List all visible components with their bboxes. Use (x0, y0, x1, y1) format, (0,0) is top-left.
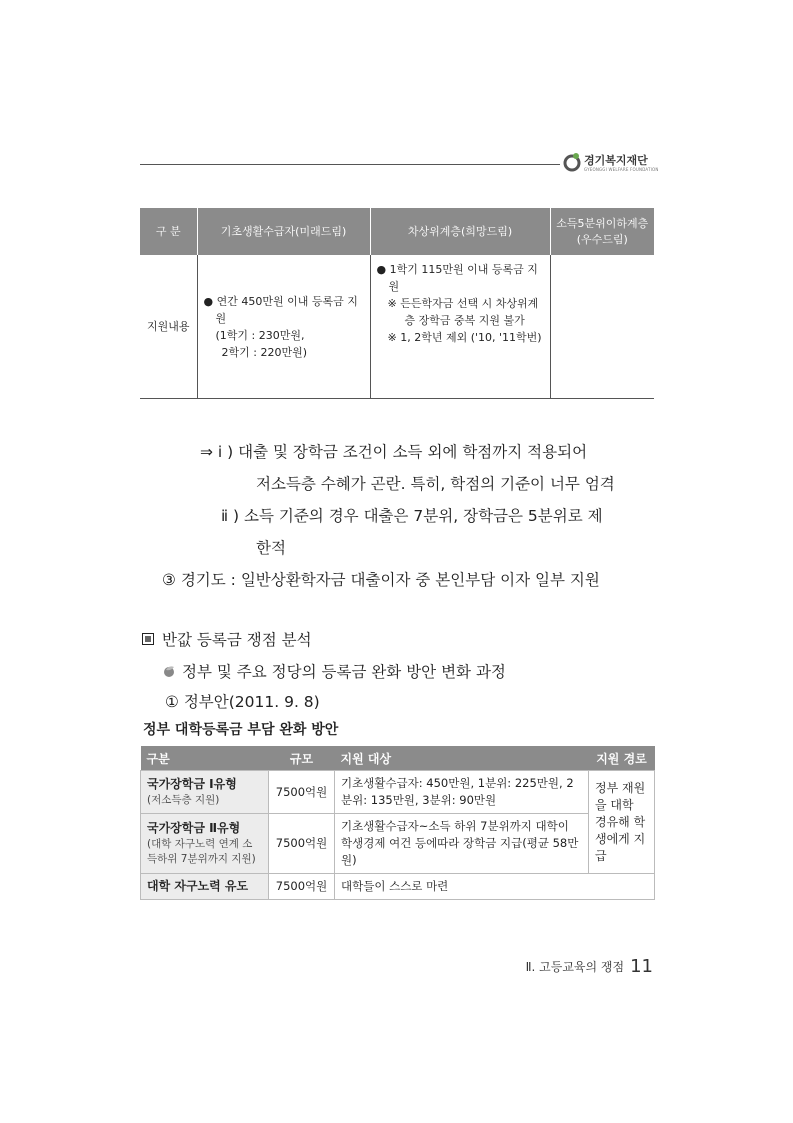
table-row (141, 874, 655, 900)
support-table (140, 208, 654, 399)
row-type-label: 국가장학금 Ⅰ유형 (147, 777, 237, 791)
header-type: 구분 (141, 746, 269, 771)
header-income-5th-text: 소득5분위이하계층 (우수드림) (556, 216, 649, 246)
header-path: 지원 경로 (589, 746, 655, 771)
para-3: ③ 경기도 : 일반상환학자금 대출이자 중 본인부담 이자 일부 지원 (162, 571, 600, 589)
header-near-poverty: 차상위계층(희망드림) (370, 208, 550, 255)
near-line1-text: 1학기 115만원 이내 등록금 지원 (388, 263, 538, 293)
near-note2: ※ 1, 2학년 제외 ('10, '11학번) (387, 331, 542, 344)
bullet: ● (203, 294, 214, 308)
near-line1 (377, 261, 544, 295)
chapter-title: Ⅱ. 고등교육의 쟁점 (525, 960, 625, 974)
row-target: 대학들이 스스로 마련 (335, 874, 655, 900)
logo-mark-icon (562, 152, 582, 172)
logo-text: 경기복지재단 (584, 154, 648, 167)
row-type-sub: (저소득층 지원) (147, 794, 220, 806)
para-2b: 한적 (256, 539, 286, 557)
row-type (141, 814, 269, 874)
foundation-logo (562, 150, 662, 176)
para-2a: ⅱ ) 소득 기준의 경우 대출은 7분위, 장학금은 5분위로 제 (221, 507, 603, 525)
basic-recipients-cell (197, 255, 370, 399)
header-category: 구 분 (140, 208, 197, 255)
leaf-bullet-icon (162, 664, 176, 678)
header-scale: 규모 (269, 746, 335, 771)
section-heading (142, 628, 312, 650)
bullet-item-text: 정부 및 주요 정당의 등록금 완화 방안 변화 과정 (182, 663, 506, 681)
bullet: ● (376, 263, 387, 276)
table2-title: 정부 대학등록금 부담 완화 방안 (143, 722, 339, 738)
support-table-row (140, 255, 654, 399)
logo-subtext: GYEONGGI WELFARE FOUNDATION (584, 167, 659, 172)
row-scale: 7500억원 (269, 771, 335, 814)
basic-line3: 2학기 : 220만원) (221, 345, 307, 359)
header-rule (140, 164, 560, 165)
table-row (141, 771, 655, 814)
row-type (141, 771, 269, 814)
basic-line1-text: 연간 450만원 이내 등록금 지원 (215, 294, 358, 325)
basic-line2: (1학기 : 230만원, (215, 328, 305, 342)
page-footer (526, 955, 653, 976)
para-1a: ⇒ ⅰ ) 대출 및 장학금 조건이 소득 외에 학점까지 적용되어 (200, 443, 588, 461)
bullet-item (162, 660, 506, 682)
relief-table-header (141, 746, 655, 771)
page-number: 11 (630, 956, 653, 977)
row-scale: 7500억원 (269, 814, 335, 874)
row-type-label: 국가장학금 Ⅱ유형 (147, 821, 241, 835)
near-poverty-cell (370, 255, 550, 399)
support-table-header (140, 208, 654, 255)
section-heading-text: 반값 등록금 쟁점 분석 (162, 631, 312, 649)
row-type (141, 874, 269, 900)
table-row (141, 814, 655, 874)
row-type-sub: (대학 자구노력 연계 소득하위 7분위까지 지원) (147, 838, 256, 865)
numbered-item: ① 정부안(2011. 9. 8) (165, 693, 320, 711)
support-path: 정부 재원을 대학 경유해 학생에게 지급 (589, 771, 655, 874)
row-type-label: 대학 자구노력 유도 (147, 879, 249, 893)
row-label: 지원내용 (140, 255, 197, 399)
relief-table (140, 746, 655, 900)
square-bullet-icon (142, 633, 154, 645)
basic-line1 (204, 293, 364, 327)
near-note1: ※ 든든학자금 선택 시 차상위계층 장학금 중복 지원 불가 (387, 297, 539, 327)
row-target: 기초생활수급자: 450만원, 1분위: 225만원, 2분위: 135만원, 3분위: 90만원 (335, 771, 589, 814)
income-5th-cell (550, 255, 654, 399)
row-target: 기초생활수급자~소득 하위 7분위까지 대학이 학생경제 여건 등에따라 장학금 지급(평균 58만원) (335, 814, 589, 874)
header-target: 지원 대상 (335, 746, 589, 771)
header-income-5th (550, 208, 654, 255)
row-scale: 7500억원 (269, 874, 335, 900)
para-1b: 저소득층 수혜가 곤란. 특히, 학점의 기준이 너무 엄격 (256, 475, 615, 493)
header-basic-recipients: 기초생활수급자(미래드림) (197, 208, 370, 255)
